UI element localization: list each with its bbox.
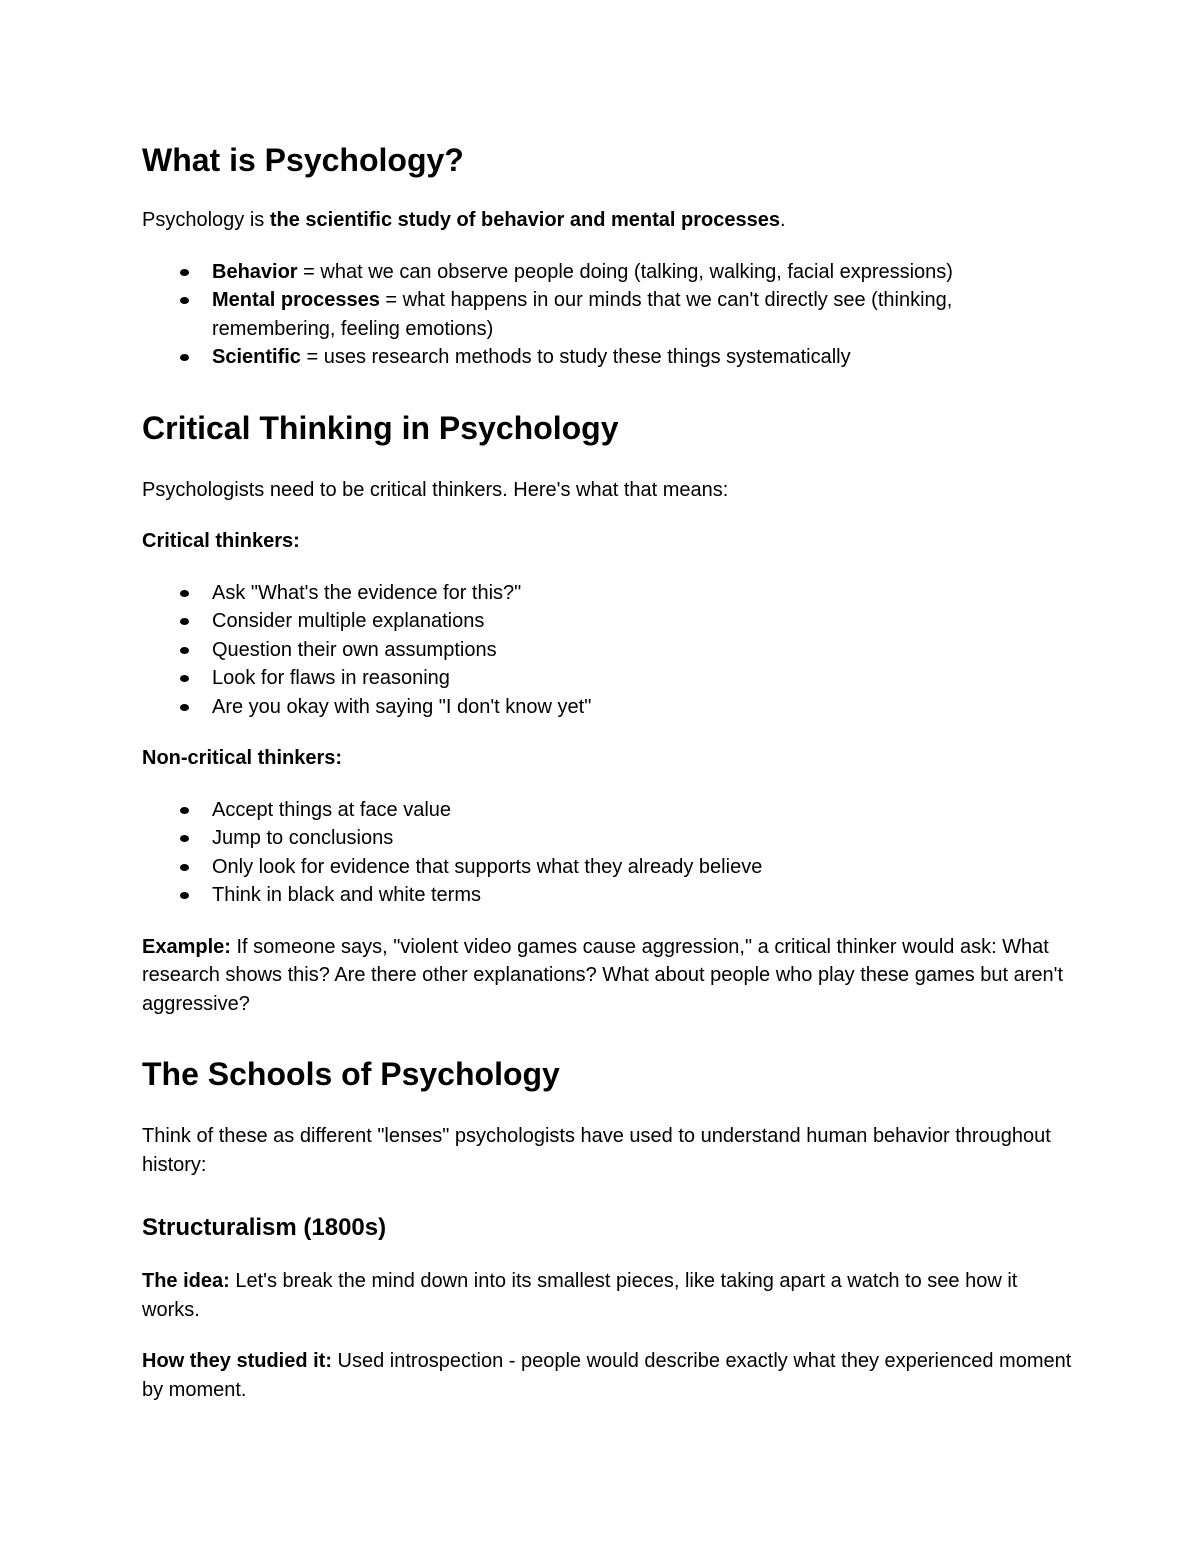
definition-end: . — [780, 209, 786, 231]
list-item: Question their own assumptions — [212, 636, 1072, 665]
list-item: Scientific = uses research methods to study these things systematically — [212, 343, 1072, 372]
structuralism-idea: The idea: Let's break the mind down into its smallest pieces, like taking apart a watch to see how it works. — [142, 1270, 1018, 1321]
heading-schools: The Schools of Psychology — [142, 1056, 560, 1092]
list-item: Mental processes = what happens in our minds that we can't directly see (thinking, remembering, feeling emotions) — [212, 286, 1072, 343]
critical-intro: Psychologists need to be critical thinkers. Here's what that means: — [142, 478, 729, 501]
definition-list — [142, 258, 1072, 372]
list-item: Only look for evidence that supports what they already believe — [212, 853, 1072, 882]
critical-thinkers-list — [142, 579, 1072, 722]
list-item: Consider multiple explanations — [212, 607, 1072, 636]
definition-bold: the scientific study of behavior and mental processes — [269, 209, 780, 231]
critical-thinkers-label: Critical thinkers: — [142, 530, 300, 552]
list-item: Think in black and white terms — [212, 881, 1072, 910]
structuralism-method: How they studied it: Used introspection - people would describe exactly what they experienced moment by moment. — [142, 1350, 1072, 1401]
list-item: Jump to conclusions — [212, 824, 1072, 853]
heading-critical-thinking: Critical Thinking in Psychology — [142, 409, 619, 446]
non-critical-thinkers-label: Non-critical thinkers: — [142, 747, 343, 769]
schools-intro: Think of these as different "lenses" psychologists have used to understand human behavior throughout history: — [142, 1125, 1051, 1176]
list-item: Are you okay with saying "I don't know yet" — [212, 693, 1072, 722]
heading-structuralism: Structuralism (1800s) — [142, 1214, 387, 1241]
definition-lead: Psychology is — [142, 209, 270, 231]
list-item: Behavior = what we can observe people doing (talking, walking, facial expressions) — [212, 258, 1072, 287]
heading-what-is-psychology: What is Psychology? — [142, 142, 464, 178]
list-item: Accept things at face value — [212, 796, 1072, 825]
non-critical-thinkers-list — [142, 796, 1072, 910]
list-item: Look for flaws in reasoning — [212, 664, 1072, 693]
example-paragraph: Example: If someone says, "violent video games cause aggression," a critical thinker would ask: What research shows this? Are there other explanations? What about people who play these games but aren't aggressive? — [142, 935, 1064, 1015]
list-item: Ask "What's the evidence for this?" — [212, 579, 1072, 608]
document-page — [142, 140, 1072, 1404]
definition-paragraph — [142, 206, 1072, 235]
